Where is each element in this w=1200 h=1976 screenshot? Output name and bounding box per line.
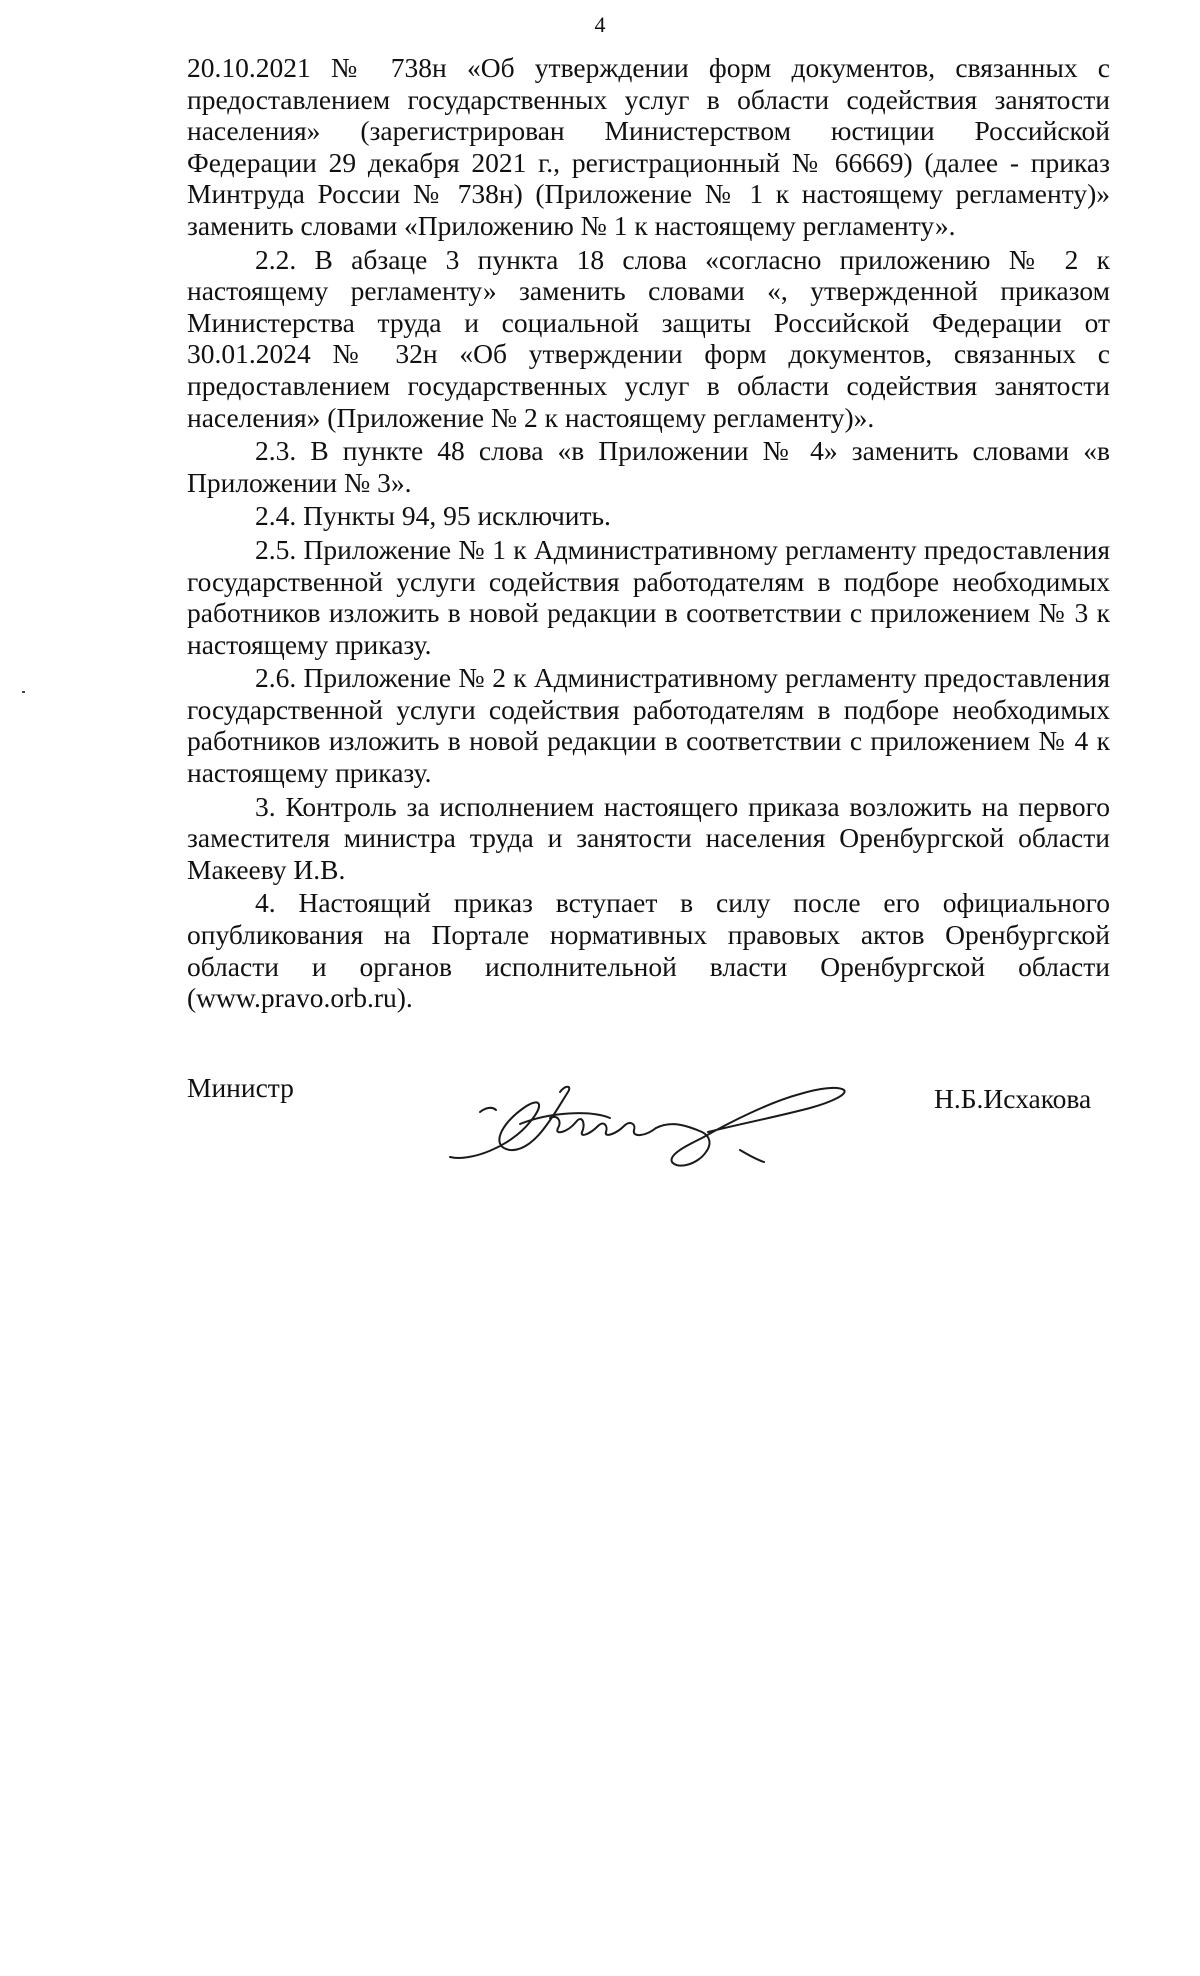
paragraph-2-3: 2.3. В пункте 48 слова «в Приложении № 4» заменить словами «в Приложении № 3».	[187, 435, 1110, 498]
document-body	[187, 52, 1110, 1014]
signatory-role: Министр	[187, 1072, 294, 1103]
scan-artifact-dot	[22, 691, 25, 693]
paragraph-3: 3. Контроль за исполнением настоящего приказа возложить на первого заместителя министра труда и занятости населения Оренбургской области Макееву И.В.	[187, 790, 1110, 885]
signatory-name: Н.Б.Исхакова	[934, 1083, 1092, 1114]
page-number: 4	[594, 12, 606, 37]
paragraph-2-5: 2.5. Приложение № 1 к Административному регламенту предоставления государственной услуги содействия работодателям в подборе необходимых работников изложить в новой редакции в соответствии с приложением № 3 к настоящему приказу.	[187, 533, 1110, 660]
paragraph-4: 4. Настоящий приказ вступает в силу после его официального опубликования на Портале нормативных правовых актов Оренбургской области и органов исполнительной власти Оренбургской области (www.pravo.orb.ru).	[187, 887, 1110, 1014]
paragraph-continuation: 20.10.2021 № 738н «Об утверждении форм документов, связанных с предоставлением государственных услуг в области содействия занятости населения» (зарегистрирован Министерством юстиции Российской Федерации 29 декабря 2021 г., регистрационный № 66669) (далее - приказ Минтруда России № 738н) (Приложение № 1 к настоящему регламенту)» заменить словами «Приложению № 1 к настоящему регламенту».	[187, 52, 1110, 241]
paragraph-2-4: 2.4. Пункты 94, 95 исключить.	[255, 500, 611, 532]
handwritten-signature	[440, 1052, 850, 1172]
paragraph-2-2: 2.2. В абзаце 3 пункта 18 слова «согласно приложению № 2 к настоящему регламенту» заменить словами «, утвержденной приказом Министерства труда и социальной защиты Российской Федерации от 30.01.2024 № 32н «Об утверждении форм документов, связанных с предоставлением государственных услуг в области содействия занятости населения» (Приложение № 2 к настоящему регламенту)».	[187, 243, 1110, 433]
paragraph-2-6: 2.6. Приложение № 2 к Административному регламенту предоставления государственной услуги содействия работодателям в подборе необходимых работников изложить в новой редакции в соответствии с приложением № 4 к настоящему приказу.	[187, 662, 1110, 789]
